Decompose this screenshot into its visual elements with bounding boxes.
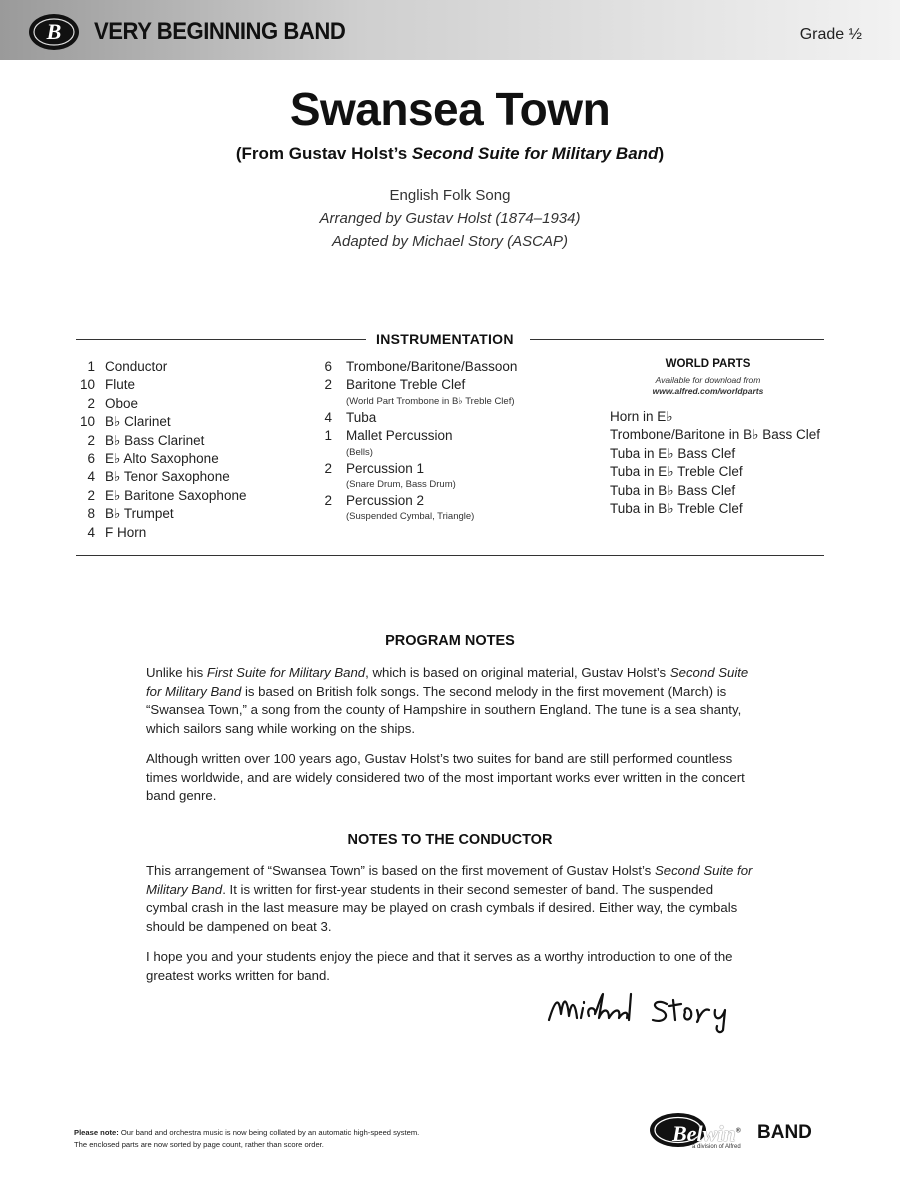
instrument-quantity: 2 xyxy=(87,432,95,448)
band-series-logo xyxy=(28,12,80,52)
instrument-note: (Suspended Cymbal, Triangle) xyxy=(346,511,475,523)
series-title: VERY BEGINNING BAND xyxy=(94,18,346,45)
instrument-row xyxy=(73,468,246,486)
instrument-name: B♭ Bass Clarinet xyxy=(105,432,205,448)
instrument-name: Flute xyxy=(105,377,136,393)
world-part-item: Tuba in E♭ Treble Clef xyxy=(610,464,743,480)
instrument-row xyxy=(322,427,517,445)
conductor-notes-paragraph-2: I hope you and your students enjoy the piece and that it serves as a worthy introduction to one of the greatest works written for band. xyxy=(146,949,733,983)
signature xyxy=(545,990,745,1034)
instrument-quantity: 4 xyxy=(87,469,95,485)
world-parts-heading: WORLD PARTS xyxy=(665,358,751,370)
instrument-row xyxy=(73,395,246,413)
instrument-row xyxy=(322,358,517,376)
instrument-name: E♭ Baritone Saxophone xyxy=(105,487,247,503)
piece-title: Swansea Town xyxy=(289,83,611,135)
instrument-name: Conductor xyxy=(105,359,168,374)
instrument-name: Mallet Percussion xyxy=(346,428,453,444)
divider xyxy=(76,555,824,556)
instrument-row xyxy=(73,413,246,431)
instrument-row xyxy=(73,450,246,468)
origin: English Folk Song xyxy=(389,187,511,204)
instrument-row xyxy=(322,492,517,510)
conductor-notes-paragraph-1: This arrangement of “Swansea Town” is based on the first movement of Gustav Holst’s Second Suite for Military Band. It is written for first-year students in their second semester of band. The suspended cymbal crash in the last measure may be played on crash cymbals if desired. Either way, the cymbals should be dampened on beat 3. xyxy=(146,863,753,934)
instrument-row xyxy=(73,487,246,505)
program-notes-paragraph-1: Unlike his First Suite for Military Band, which is based on original material, Gustav Holst’s Second Suite for Military Band is based on British folk songs. The second melody in the first movement (March) is “Swansea Town,” a song from the county of Hampshire in southern England. The tune is a sea shanty, which sailors sang while working on the ships. xyxy=(146,665,749,736)
instrument-name: Baritone Treble Clef xyxy=(346,377,466,393)
instrument-name: Percussion 2 xyxy=(346,493,425,509)
conductor-notes-heading: NOTES TO THE CONDUCTOR xyxy=(347,832,553,848)
instrument-row xyxy=(322,376,517,394)
world-part-item: Tuba in E♭ Bass Clef xyxy=(610,445,736,461)
instrument-list-1 xyxy=(73,358,246,542)
publisher-name: Belwin® xyxy=(672,1121,741,1146)
publisher-band: BAND xyxy=(757,1122,812,1143)
instrument-row xyxy=(73,358,246,376)
instrument-name: F Horn xyxy=(105,524,147,540)
instrument-quantity: 6 xyxy=(87,451,95,467)
program-notes-paragraph-2: Although written over 100 years ago, Gustav Holst’s two suites for band are still performed countless times worldwide, and are widely considered two of the most important works ever written in the concert band genre. xyxy=(146,751,745,804)
instrumentation-heading: INSTRUMENTATION xyxy=(376,331,514,347)
instrument-quantity: 2 xyxy=(324,377,332,393)
adapter: Adapted by Michael Story (ASCAP) xyxy=(332,233,568,250)
instrument-note: (Bells) xyxy=(346,446,373,458)
instrument-quantity: 4 xyxy=(324,409,332,425)
instrument-name: B♭ Tenor Saxophone xyxy=(105,469,230,485)
piece-subtitle: (From Gustav Holst’s Second Suite for Military Band) xyxy=(235,144,665,163)
instrument-row xyxy=(73,432,246,450)
instrument-quantity: 8 xyxy=(87,506,95,522)
instrument-name: B♭ Trumpet xyxy=(105,506,174,522)
arranger: Arranged by Gustav Holst (1874–1934) xyxy=(319,210,581,227)
credits xyxy=(0,184,900,253)
instrument-row xyxy=(322,460,517,478)
instrument-name: Percussion 1 xyxy=(346,460,425,476)
instrument-name: Oboe xyxy=(105,395,139,411)
collation-note: Please note: Our band and orchestra music is now being collated by an automatic high-speed system. The enclosed parts are now sorted by page count, rather than score order. xyxy=(74,1128,420,1149)
instrument-list-2 xyxy=(322,358,517,524)
world-parts-url[interactable]: www.alfred.com/worldparts xyxy=(652,386,764,396)
instrument-quantity: 10 xyxy=(79,377,95,393)
instrument-note: (Snare Drum, Bass Drum) xyxy=(346,479,456,491)
world-parts-availability: Available for download from www.alfred.com/worldparts xyxy=(652,375,764,396)
instrument-quantity: 2 xyxy=(87,487,95,503)
instrument-quantity: 2 xyxy=(324,493,332,509)
world-part-item: Tuba in B♭ Bass Clef xyxy=(610,482,736,498)
instrument-row xyxy=(73,376,246,394)
instrument-name: E♭ Alto Saxophone xyxy=(105,451,219,467)
instrument-row xyxy=(73,505,246,523)
grade-label: Grade ½ xyxy=(799,26,862,43)
world-parts-list xyxy=(610,408,820,518)
instrument-name: B♭ Clarinet xyxy=(105,414,171,430)
instrument-quantity: 2 xyxy=(87,395,95,411)
instrument-quantity: 6 xyxy=(324,359,332,374)
instrument-row xyxy=(322,409,517,427)
instrument-quantity: 10 xyxy=(79,414,95,430)
instrument-quantity: 1 xyxy=(324,428,332,444)
instrument-quantity: 4 xyxy=(87,524,95,540)
divider xyxy=(76,339,366,340)
program-notes-heading: PROGRAM NOTES xyxy=(385,633,515,649)
instrument-note: (World Part Trombone in B♭ Treble Clef) xyxy=(346,395,515,407)
divider xyxy=(530,339,824,340)
instrument-name: Trombone/Baritone/Bassoon xyxy=(346,359,518,374)
instrument-quantity: 2 xyxy=(324,460,332,476)
publisher-division: a division of Alfred xyxy=(692,1144,741,1150)
logo-letter: B xyxy=(46,19,62,44)
instrument-row xyxy=(73,524,246,542)
instrument-name: Tuba xyxy=(346,409,377,425)
world-part-item: Horn in E♭ xyxy=(610,409,673,424)
instrument-quantity: 1 xyxy=(87,359,95,374)
world-part-item: Tuba in B♭ Treble Clef xyxy=(610,501,743,517)
world-part-item: Trombone/Baritone in B♭ Bass Clef xyxy=(610,427,820,443)
